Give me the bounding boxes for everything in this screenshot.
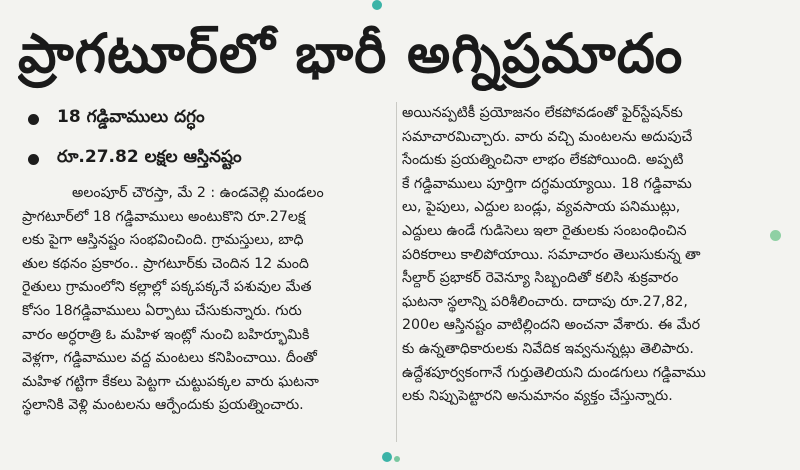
- body-line: సమాచారమిచ్చారు. వారు వచ్చి మంటలను అదుపుచే: [402, 128, 693, 145]
- body-line: తుల కథనం ప్రకారం.. ప్రాగటూర్‌కు చెందిన 12 మంది: [22, 255, 309, 272]
- article-headline: ప్రాగటూర్‌లో భారీ అగ్నిప్రమాదం: [18, 22, 684, 85]
- subhead-1: [22, 102, 394, 136]
- subhead-2: [22, 142, 394, 176]
- body-line: కు ఉన్నతాధికారులకు నివేదిక ఇవ్వనున్నట్లు తెలిపారు.: [402, 340, 694, 357]
- body-line: అయినప్పటికీ ప్రయోజనం లేకపోవడంతో ఫైర్‌స్టేషన్‌కు: [402, 105, 683, 121]
- subhead-text: 18 గడ్డివాములు దగ్ధం: [57, 107, 205, 127]
- bullet-icon: [28, 114, 39, 125]
- body-line: సేందుకు ప్రయత్నించినా లాభం లేకపోయింది. అప్పటి: [402, 152, 684, 169]
- body-line: వెళ్లగా, గడ్డివాముల వద్ద మంటలు కనిపించాయి. దీంతో: [22, 350, 317, 367]
- decorative-dot-top: [372, 0, 382, 10]
- body-line: సీల్దార్ ప్రభాకర్ రెవెన్యూ సిబ్బందితో కలిసి శుక్రవారం: [402, 270, 679, 287]
- body-line: కోసం 18గడ్డివాములు ఏర్పాటు చేసుకున్నారు. గురు: [22, 302, 302, 319]
- column-divider: [396, 102, 397, 442]
- article-column-right: [402, 102, 780, 409]
- body-line: ఉద్దేశపూర్వకంగానే గుర్తుతెలియని దుండగులు గడ్డివాము: [402, 364, 706, 381]
- body-line: లు, పైపులు, ఎద్దుల బండ్లు, వ్యవసాయ పనిముట్లు,: [402, 199, 681, 216]
- decorative-dot-bottom: [382, 452, 392, 462]
- body-line: అలంపూర్ చౌరస్తా, మే 2 : ఉండవెల్లి మండలం: [72, 185, 324, 201]
- body-line: వారం అర్ధరాత్రి ఓ మహిళ ఇంట్లో నుంచి బహిర్భూమికి: [22, 326, 310, 343]
- body-line: రైతులు గ్రామంలోని కల్లాల్లో పక్కపక్కనే పశువుల మేత: [22, 279, 312, 296]
- body-line: కే గడ్డివాములు పూర్తిగా దగ్ధమయ్యాయి. 18 గడ్డివామ: [402, 175, 692, 192]
- article-column-left: [22, 102, 394, 418]
- body-line: స్థలానికి వెళ్లి మంటలను ఆర్పేందుకు ప్రయత్నించారు.: [22, 397, 304, 414]
- body-line: ప్రాగటూర్‌లో 18 గడ్డివాములు అంటుకొని రూ.27లక్ష: [22, 208, 306, 225]
- body-line: లకు పైగా ఆస్తినష్టం సంభవించింది. గ్రామస్తులు, బాధి: [22, 232, 304, 249]
- body-line: 200ల ఆస్తినష్టం వాటిల్లిందని అంచనా వేశారు. ఈ మేర: [402, 317, 701, 334]
- body-line: లకు నిప్పుపెట్టారని అనుమానం వ్యక్తం చేస్తున్నారు.: [402, 388, 673, 405]
- decorative-dot-bottom-small: [394, 456, 400, 462]
- body-line: ఎద్దులు ఉండే గుడిసెలు ఇలా రైతులకు సంబంధించిన: [402, 222, 687, 239]
- body-line: ఘటనా స్థలాన్ని పరిశీలించారు. దాదాపు రూ.27,82,: [402, 293, 688, 310]
- subhead-text: రూ.27.82 లక్షల ఆస్తినష్టం: [57, 147, 242, 167]
- bullet-icon: [28, 154, 39, 165]
- body-line: మహిళ గట్టిగా కేకలు పెట్టగా చుట్టుపక్కల వారు ఘటనా: [22, 373, 319, 390]
- body-line: పరికరాలు కాలిపోయాయి. సమాచారం తెలుసుకున్న తా: [402, 246, 701, 263]
